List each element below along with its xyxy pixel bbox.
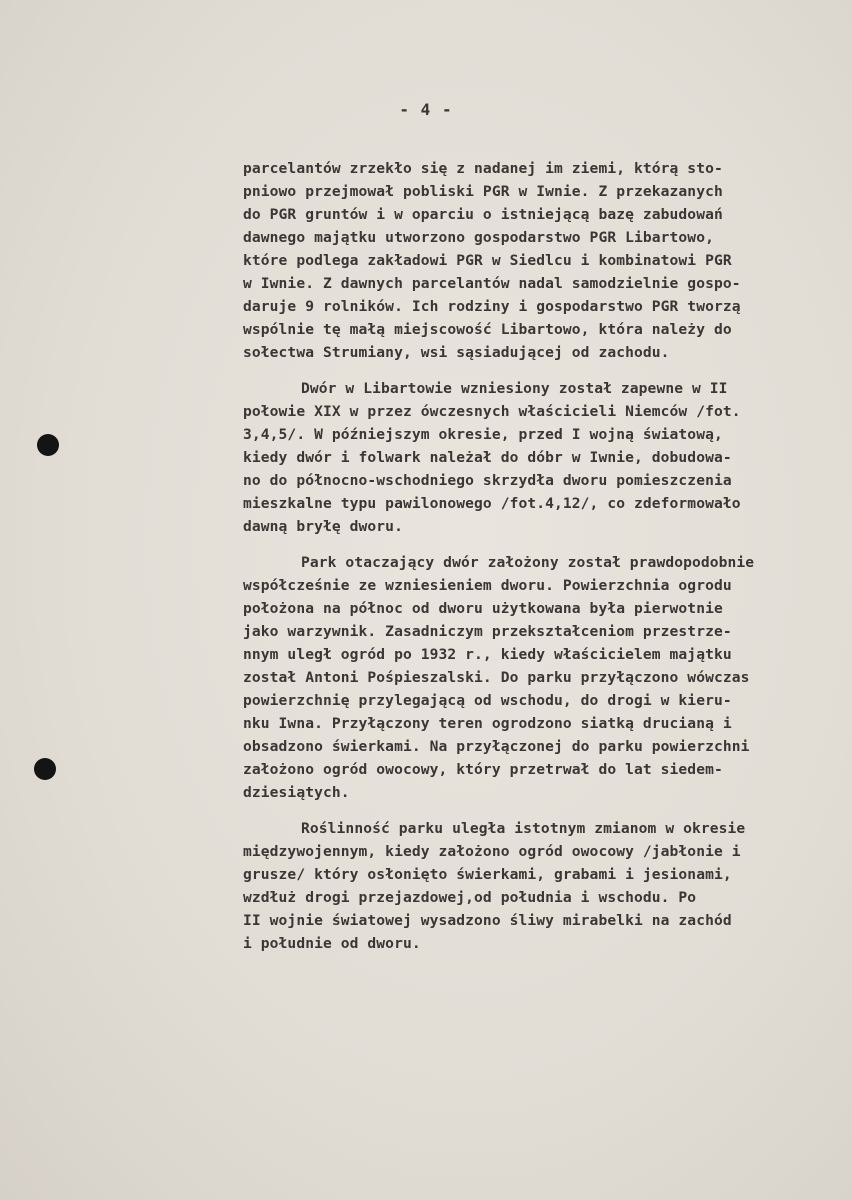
text-line: połowie XIX w przez ówczesnych właścicieli Niemców /fot. [243,403,741,420]
text-line: wzdłuż drogi przejazdowej,od południa i wschodu. Po [243,889,697,906]
text-line: które podlega zakładowi PGR w Siedlcu i kombinatowi PGR [243,252,732,269]
text-line: obsadzono świerkami. Na przyłączonej do parku powierzchni [243,738,750,755]
text-line: sołectwa Strumiany, wsi sąsiadującej od zachodu. [243,344,670,361]
text-line: nku Iwna. Przyłączony teren ogrodzono siatką drucianą i [243,715,732,732]
text-line: powierzchnię przylegającą od wschodu, do drogi w kieru- [243,692,732,709]
text-line: współcześnie ze wzniesieniem dworu. Powierzchnia ogrodu [243,577,732,594]
text-line: 3,4,5/. W późniejszym okresie, przed I wojną światową, [243,426,723,443]
text-line: do PGR gruntów i w oparciu o istniejącą bazę zabudowań [243,206,723,223]
punch-hole [37,434,59,456]
text-line: został Antoni Pośpieszalski. Do parku przyłączono wówczas [243,669,750,686]
paragraph [243,551,823,804]
text-line: Roślinność parku uległa istotnym zmianom w okresie [301,820,746,837]
text-line: międzywojennym, kiedy założono ogród owocowy /jabłonie i [243,843,741,860]
text-line: daruje 9 rolników. Ich rodziny i gospodarstwo PGR tworzą [243,298,741,315]
text-line: no do północno-wschodniego skrzydła dworu pomieszczenia [243,472,732,489]
text-line: w Iwnie. Z dawnych parcelantów nadal samodzielnie gospo- [243,275,741,292]
text-line: wspólnie tę małą miejscowość Libartowo, która należy do [243,321,732,338]
text-line: II wojnie światowej wysadzono śliwy mirabelki na zachód [243,912,732,929]
text-line: jako warzywnik. Zasadniczym przekształceniom przestrze- [243,623,732,640]
text-line: dziesiątych. [243,784,350,801]
text-line: założono ogród owocowy, który przetrwał do lat siedem- [243,761,723,778]
text-line: nnym uległ ogród po 1932 r., kiedy właścicielem majątku [243,646,732,663]
page-number: - 4 - [399,100,453,119]
text-line: Park otaczający dwór założony został prawdopodobnie [301,554,755,571]
paragraph [243,157,823,364]
text-line: pniowo przejmował pobliski PGR w Iwnie. Z przekazanych [243,183,723,200]
text-line: mieszkalne typu pawilonowego /fot.4,12/, co zdeformowało [243,495,741,512]
text-line: grusze/ który osłonięto świerkami, grabami i jesionami, [243,866,732,883]
text-line: kiedy dwór i folwark należał do dóbr w Iwnie, dobudowa- [243,449,732,466]
punch-hole [34,758,56,780]
body-text [243,157,823,955]
text-line: dawnego majątku utworzono gospodarstwo PGR Libartowo, [243,229,714,246]
text-line: dawną bryłę dworu. [243,518,403,535]
paragraph [243,817,823,955]
text-line: Dwór w Libartowie wzniesiony został zapewne w II [301,380,728,397]
paragraph [243,377,823,538]
text-line: położona na północ od dworu użytkowana była pierwotnie [243,600,723,617]
text-line: parcelantów zrzekło się z nadanej im ziemi, którą sto- [243,160,723,177]
text-line: i południe od dworu. [243,935,421,952]
